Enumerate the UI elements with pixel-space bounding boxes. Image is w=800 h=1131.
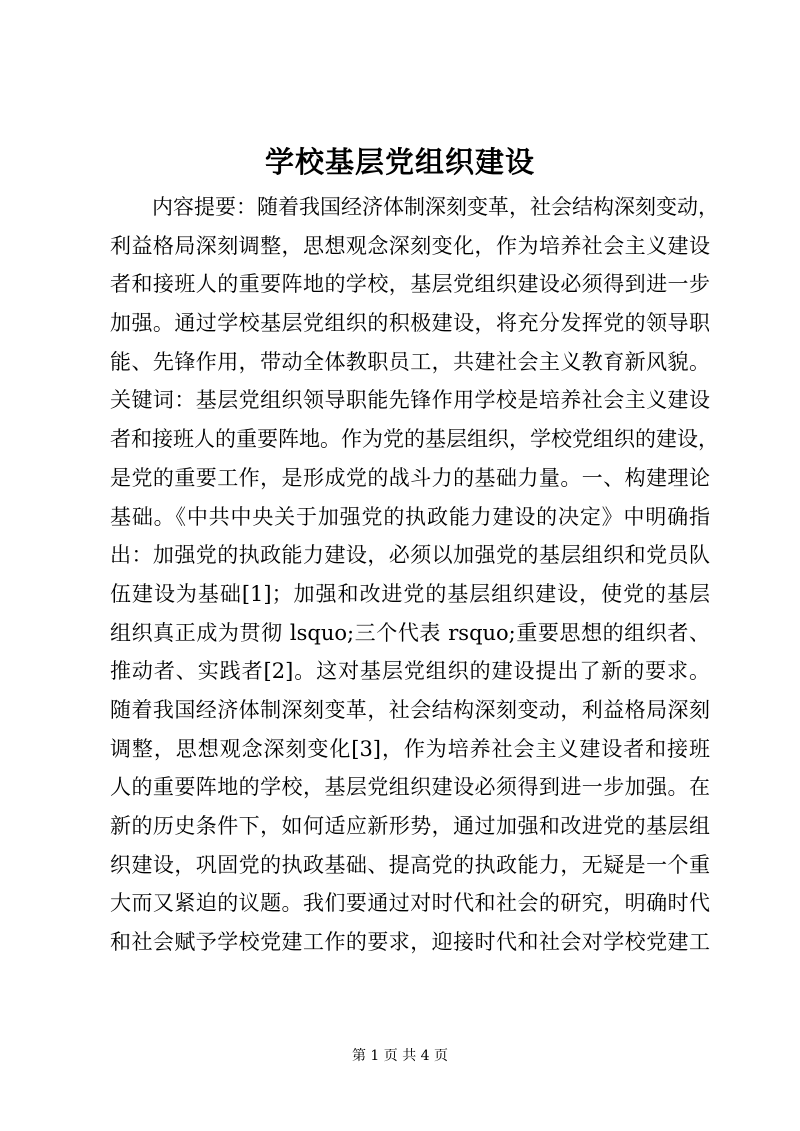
body-line: 织建设，巩固党的执政基础、提高党的执政能力，无疑是一个重 [110,852,710,877]
body-line: 是党的重要工作，是形成党的战斗力的基础力量。一、构建理论 [110,465,710,490]
body-line: 加强。通过学校基层党组织的积极建设，将充分发挥党的领导职 [110,311,710,336]
body-line: 人的重要阵地的学校，基层党组织建设必须得到进一步加强。在 [110,775,710,800]
body-line: 能、先锋作用，带动全体教职员工，共建社会主义教育新风貌。 [110,349,710,374]
body-line: 和社会赋予学校党建工作的要求，迎接时代和社会对学校党建工 [110,930,710,955]
body-line: 新的历史条件下，如何适应新形势，通过加强和改进党的基层组 [110,814,710,838]
body-line: 调整，思想观念深刻变化[3]，作为培养社会主义建设者和接班 [110,736,710,761]
body-line: 基础。《中共中央关于加强党的执政能力建设的决定》中明确指 [110,504,710,529]
document-title: 学校基层党组织建设 [264,145,535,179]
body-line: 出：加强党的执政能力建设，必须以加强党的基层组织和党员队 [110,543,710,568]
body-line: 组织真正成为贯彻 lsquo;三个代表 rsquo;重要思想的组织者、 [110,620,710,645]
body-line: 关键词：基层党组织领导职能先锋作用学校是培养社会主义建设 [110,388,710,413]
body-line: 随着我国经济体制深刻变革，社会结构深刻变动，利益格局深刻 [110,697,710,722]
document-body [110,188,719,962]
body-line: 大而又紧迫的议题。我们要通过对时代和社会的研究，明确时代 [110,891,710,916]
body-line: 者和接班人的重要阵地的学校，基层党组织建设必须得到进一步 [110,272,710,297]
body-line: 利益格局深刻调整，思想观念深刻变化，作为培养社会主义建设 [110,233,710,258]
body-line: 者和接班人的重要阵地。作为党的基层组织，学校党组织的建设， [110,427,719,452]
body-line: 内容提要：随着我国经济体制深刻变革，社会结构深刻变动， [152,195,719,219]
body-line: 伍建设为基础[1]；加强和改进党的基层组织建设，使党的基层 [110,581,710,606]
page-footer: 第 1 页 共 4 页 [351,1048,449,1064]
body-line: 推动者、实践者[2]。这对基层党组织的建设提出了新的要求。 [110,659,710,684]
